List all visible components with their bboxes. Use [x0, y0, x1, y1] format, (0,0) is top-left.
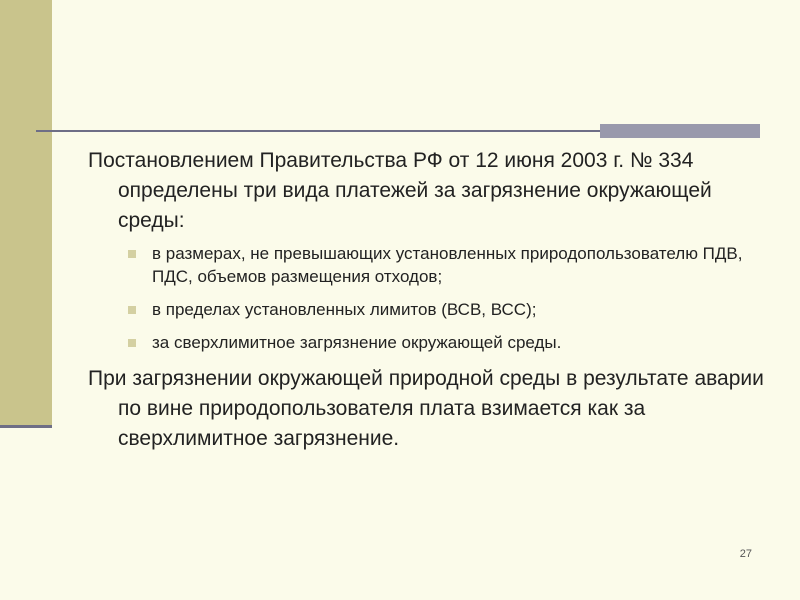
left-decor-bar	[0, 0, 52, 425]
page-number: 27	[739, 548, 752, 560]
list-item	[88, 298, 768, 321]
left-decor-bar-edge	[0, 425, 52, 428]
paragraph-2: При загрязнении окружающей природной среды в результате аварии по вине природопользователя плата взимается как за сверхлимитное загрязнение.	[88, 367, 764, 450]
list-item	[88, 242, 768, 288]
list-item	[88, 331, 768, 354]
header-rule-block	[600, 124, 760, 138]
list-item-text: в размерах, не превышающих установленных природопользователю ПДВ, ПДС, объемов размещения отходов;	[152, 244, 743, 286]
slide-content	[88, 146, 768, 454]
square-bullet-icon	[128, 339, 136, 347]
square-bullet-icon	[128, 306, 136, 314]
bullet-list	[88, 242, 768, 354]
list-item-text: в пределах установленных лимитов (ВСВ, ВСС);	[152, 300, 537, 319]
paragraph-1: Постановлением Правительства РФ от 12 июня 2003 г. № 334 определены три вида платежей за загрязнение окружающей среды:	[88, 149, 712, 232]
list-item-text: за сверхлимитное загрязнение окружающей среды.	[152, 333, 562, 352]
square-bullet-icon	[128, 250, 136, 258]
